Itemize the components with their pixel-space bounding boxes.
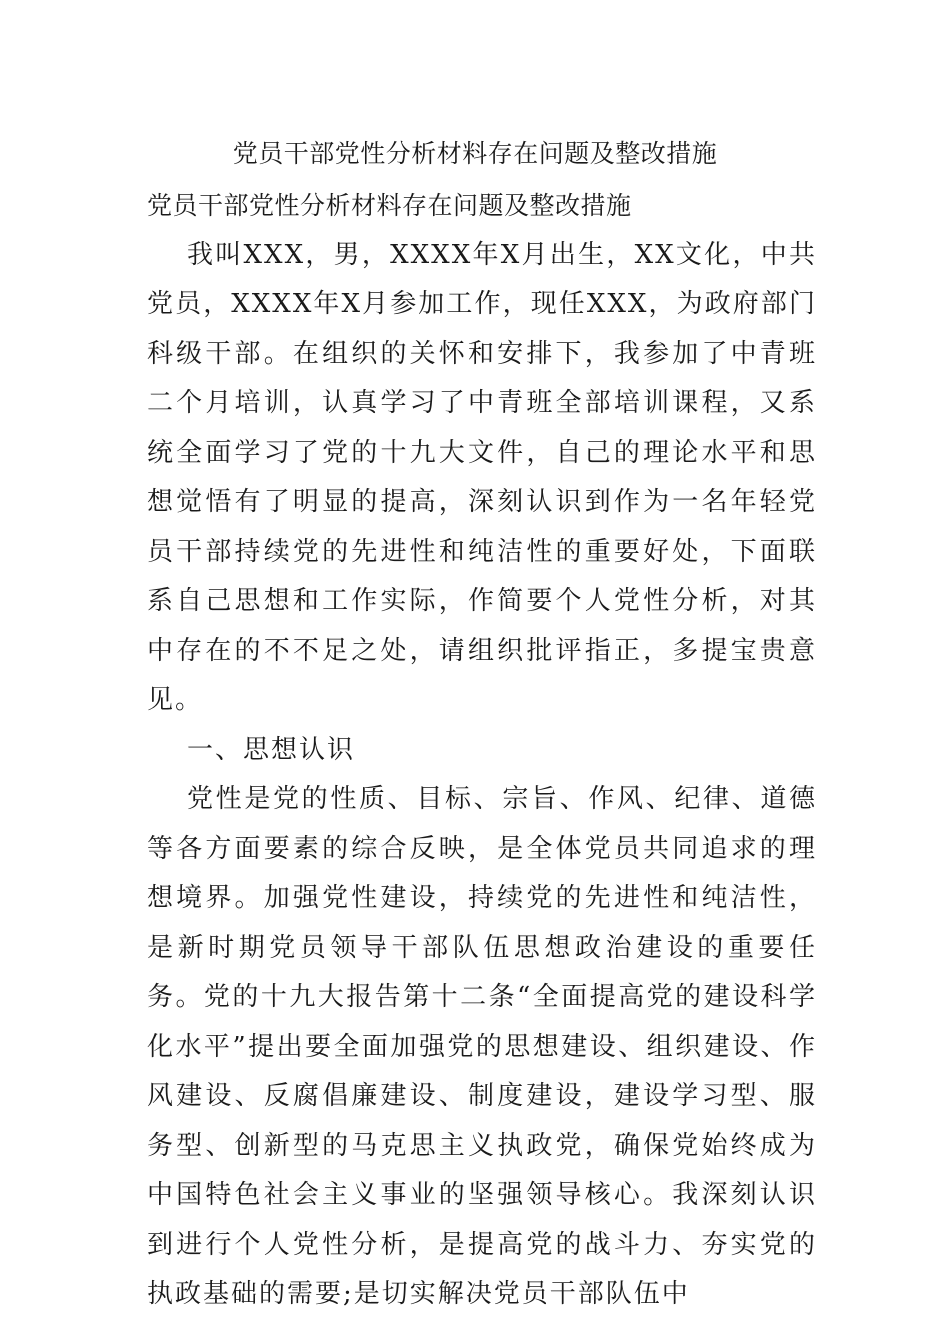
document-body: [147, 181, 817, 1320]
paragraph-intro: 我叫XXX，男，XXXX年X月出生，XX文化，中共党员，XXXX年X月参加工作，现任XXX，为政府部门科级干部。在组织的关怀和安排下，我参加了中青班二个月培训，认真学习了中青班全部培训课程，又系统全面学习了党的十九大文件，自己的理论水平和思想觉悟有了明显的提高，深刻认识到作为一名年轻党员干部持续党的先进性和纯洁性的重要好处，下面联系自己思想和工作实际，作简要个人党性分析，对其中存在的不不足之处，请组织批评指正，多提宝贵意见。: [147, 239, 817, 715]
document-subtitle: 党员干部党性分析材料存在问题及整改措施: [147, 191, 632, 220]
section-heading: 一、思想认识: [187, 734, 356, 765]
document-title: 党员干部党性分析材料存在问题及整改措施: [232, 139, 718, 168]
paragraph-thought: 党性是党的性质、目标、宗旨、作风、纪律、道德等各方面要素的综合反映，是全体党员共同追求的理想境界。加强党性建设，持续党的先进性和纯洁性，是新时期党员领导干部队伍思想政治建设的重要任务。党的十九大报告第十二条“全面提高党的建设科学化水平”提出要全面加强党的思想建设、组织建设、作风建设、反腐倡廉建设、制度建设，建设学习型、服务型、创新型的马克思主义执政党，确保党始终成为中国特色社会主义事业的坚强领导核心。我深刻认识到进行个人党性分析，是提高党的战斗力、夯实党的执政基础的需要;是切实解决党员干部队伍中: [147, 784, 817, 1309]
